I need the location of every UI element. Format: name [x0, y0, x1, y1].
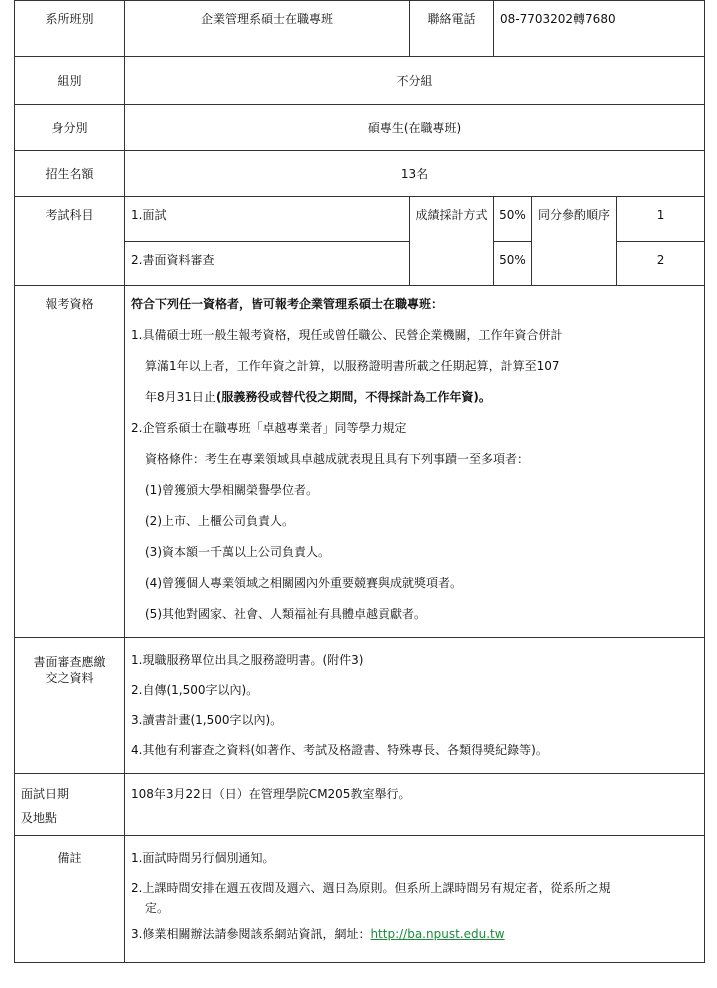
tie-order-label: 同分參酌順序	[532, 197, 617, 286]
row-group	[15, 57, 705, 105]
eligibility-subitem: (5)其他對國家、社會、人類福祉有具體卓越貢獻者。	[145, 607, 427, 621]
identity-label: 身分別	[15, 105, 125, 151]
identity-value: 碩專生(在職專班)	[125, 105, 705, 151]
tie-order-value: 1	[617, 197, 705, 242]
note-item-1: 1.面試時間另行個別通知。	[131, 851, 275, 865]
eligibility-content	[125, 286, 705, 638]
eligibility-condition: 資格條件：考生在專業領域具卓越成就表現且具有下列事蹟一至多項者：	[145, 452, 530, 466]
row-quota	[15, 151, 705, 197]
eligibility-date: 年8月31日止	[145, 390, 216, 404]
row-notes	[15, 836, 705, 963]
department-value: 企業管理系碩士在職專班	[125, 1, 410, 57]
quota-label: 招生名額	[15, 151, 125, 197]
row-exam-1	[15, 197, 705, 242]
department-label: 系所班別	[15, 1, 125, 57]
document-item: 4.其他有利審查之資料(如著作、考試及格證書、特殊專長、各類得獎紀錄等)。	[131, 743, 548, 757]
exam-item: 1.面試	[125, 197, 410, 242]
eligibility-subitem: (3)資本額一千萬以上公司負責人。	[145, 545, 330, 559]
documents-label-line: 書面審查應繳	[33, 655, 106, 669]
row-identity	[15, 105, 705, 151]
eligibility-note: (服義務役或替代役之期間，不得採計為工作年資)。	[215, 390, 491, 404]
row-eligibility	[15, 286, 705, 638]
eligibility-item-1-end	[131, 389, 698, 420]
note-item-2-cont: 定。	[145, 901, 170, 915]
document-item: 1.現職服務單位出具之服務證明書。(附件3)	[131, 653, 364, 667]
eligibility-label: 報考資格	[15, 286, 125, 638]
interview-label-line: 及地點	[21, 811, 58, 825]
department-website-link[interactable]: http://ba.npust.edu.tw	[370, 927, 505, 941]
eligibility-item-1-cont: 算滿1年以上者，工作年資之計算，以服務證明書所載之任期起算，計算至107	[145, 359, 560, 373]
eligibility-item-2: 2.企管系碩士在職專班「卓越專業者」同等學力規定	[131, 421, 407, 435]
quota-value: 13名	[125, 151, 705, 197]
admission-info-table	[14, 0, 705, 963]
contact-label: 聯絡電話	[410, 1, 494, 57]
score-method-label: 成績採計方式	[410, 197, 494, 286]
eligibility-intro: 符合下列任一資格者，皆可報考企業管理系碩士在職專班：	[131, 297, 444, 311]
documents-content	[125, 638, 705, 774]
eligibility-subitem: (2)上市、上櫃公司負責人。	[145, 514, 294, 528]
interview-label	[15, 774, 125, 836]
documents-label-line: 交之資料	[45, 671, 94, 685]
row-documents	[15, 638, 705, 774]
eligibility-subitem: (1)曾獲頒大學相關榮譽學位者。	[145, 483, 318, 497]
contact-value: 08-7703202轉7680	[494, 1, 705, 57]
exam-item: 2.書面資料審查	[125, 242, 410, 286]
document-item: 3.讀書計畫(1,500字以內)。	[131, 713, 283, 727]
exam-label: 考試科目	[15, 197, 125, 286]
row-interview	[15, 774, 705, 836]
score-percent: 50%	[494, 197, 532, 242]
documents-label	[15, 638, 125, 774]
interview-value: 108年3月22日（日）在管理學院CM205教室舉行。	[125, 774, 705, 836]
group-label: 組別	[15, 57, 125, 105]
note-item-2: 2.上課時間安排在週五夜間及週六、週日為原則。但系所上課時間另有規定者，從系所之規	[131, 881, 611, 895]
note-item-3-text: 3.修業相關辦法請參閱該系網站資訊，網址：	[131, 927, 371, 941]
interview-label-line: 面試日期	[21, 787, 70, 801]
document-item: 2.自傳(1,500字以內)。	[131, 683, 259, 697]
score-percent: 50%	[494, 242, 532, 286]
row-department	[15, 1, 705, 57]
eligibility-subitem: (4)曾獲個人專業領域之相關國內外重要競賽與成就獎項者。	[145, 576, 463, 590]
tie-order-value: 2	[617, 242, 705, 286]
note-item-3	[131, 926, 698, 942]
notes-content	[125, 836, 705, 963]
group-value: 不分組	[125, 57, 705, 105]
notes-label: 備註	[15, 836, 125, 963]
eligibility-item-1: 1.具備碩士班一般生報考資格，現任或曾任職公、民營企業機關，工作年資合併計	[131, 328, 563, 342]
